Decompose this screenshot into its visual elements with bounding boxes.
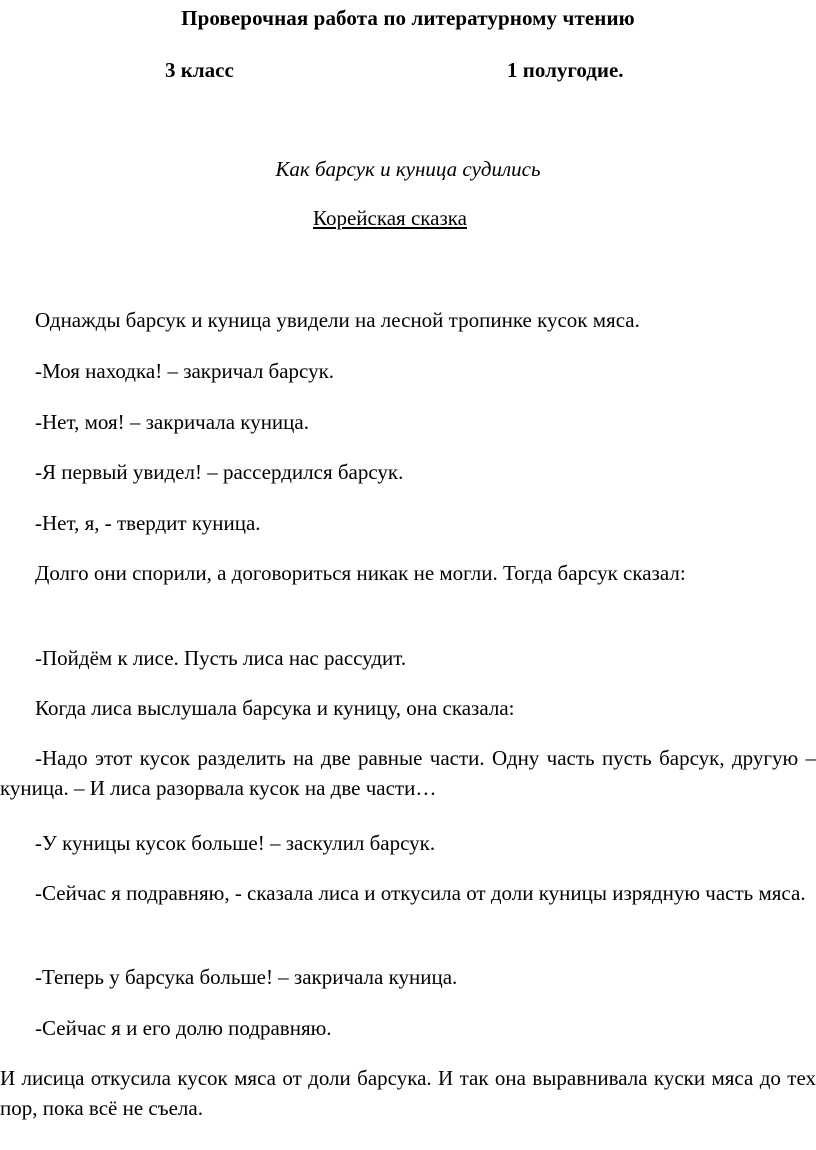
paragraph: Долго они спорили, а договориться никак не могли. Тогда барсук сказал: — [35, 561, 686, 585]
paragraph: -Сейчас я подравняю, - сказала лиса и откусила от доли куницы изрядную часть мяса. — [35, 881, 806, 905]
paragraph: -Теперь у барсука больше! – закричала куница. — [35, 965, 458, 989]
paragraph: -Сейчас я и его долю подравняю. — [35, 1016, 332, 1040]
paragraph: -Нет, моя! – закричала куница. — [35, 410, 309, 434]
worksheet-title: Проверочная работа по литературному чтению — [181, 6, 635, 30]
grade-label: 3 класс — [165, 58, 234, 82]
paragraph: -Пойдём к лисе. Пусть лиса нас рассудит. — [35, 646, 407, 670]
story-origin: Корейская сказка — [313, 206, 467, 230]
paragraph: -Надо этот кусок разделить на две равные части. Одну часть пусть барсук, другую – куница. – И лиса разорвала кусок на две части… — [0, 746, 816, 800]
paragraph: -Я первый увидел! – рассердился барсук. — [35, 460, 404, 484]
paragraph: Однажды барсук и куница увидели на лесной тропинке кусок мяса. — [35, 308, 640, 332]
story-title: Как барсук и куница судились — [275, 157, 541, 181]
paragraph: -У куницы кусок больше! – заскулил барсук. — [35, 831, 436, 855]
paragraph: -Моя находка! – закричал барсук. — [35, 359, 335, 383]
paragraph: -Нет, я, - твердит куница. — [35, 511, 261, 535]
paragraph: И лисица откусила кусок мяса от доли барсука. И так она выравнивала куски мяса до тех пор, пока всё не съела. — [0, 1066, 816, 1120]
paragraph: Когда лиса выслушала барсука и куницу, она сказала: — [35, 696, 515, 720]
half-year-label: 1 полугодие. — [507, 58, 624, 82]
